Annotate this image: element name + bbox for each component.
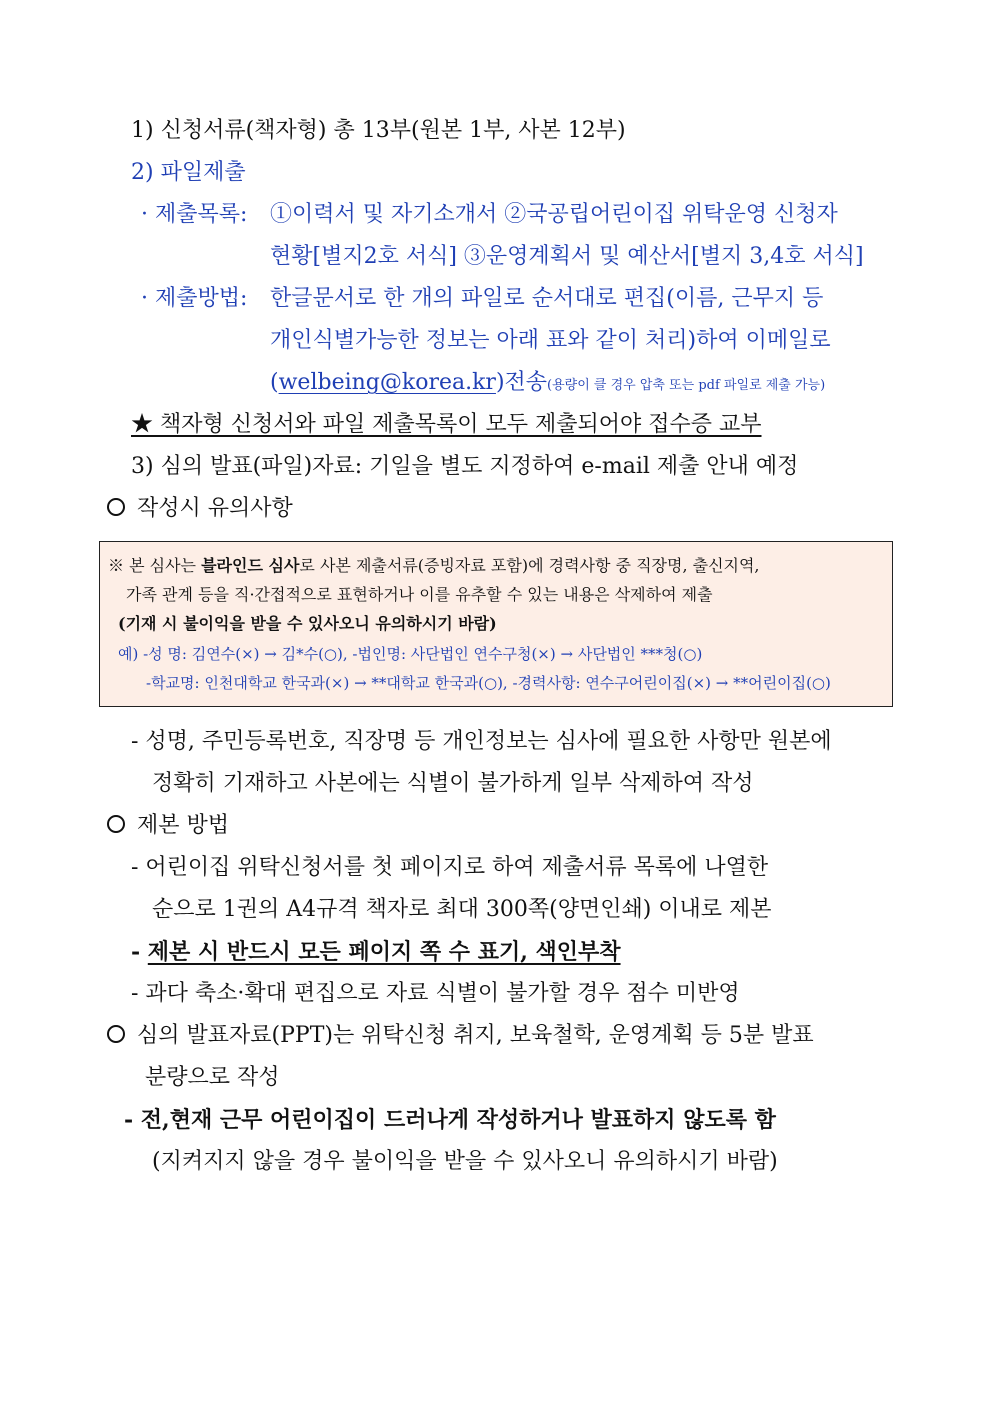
notice-line-1-post: 로 사본 제출서류(증빙자료 포함)에 경력사항 중 직장명, 출신지역,	[299, 556, 760, 575]
email-open-paren: (	[270, 370, 279, 395]
submission-method-text-1: 한글문서로 한 개의 파일로 순서대로 편집(이름, 근무지 등	[270, 286, 824, 311]
binding-item-2-dash: -	[131, 939, 148, 965]
item-1-application-docs: 1) 신청서류(책자형) 총 13부(원본 1부, 사본 12부)	[131, 118, 626, 143]
email-close-send: )전송	[495, 370, 548, 395]
circle-bullet-icon	[107, 498, 125, 516]
section-writing-notes	[107, 494, 293, 524]
circle-bullet-icon	[107, 1025, 125, 1043]
section-writing-notes-title: 작성시 유의사항	[137, 496, 293, 521]
binding-item-2	[131, 937, 621, 967]
binding-item-1b: 순으로 1권의 A4규격 책자로 최대 300쪽(양면인쇄) 이내로 제본	[152, 897, 772, 922]
section-presentation	[107, 1021, 814, 1051]
presentation-item-2: (지켜지지 않을 경우 불이익을 받을 수 있사오니 유의하시기 바람)	[152, 1149, 778, 1174]
personal-info-note-2: 정확히 기재하고 사본에는 식별이 불가하게 일부 삭제하여 작성	[152, 771, 754, 796]
section-presentation-cont: 분량으로 작성	[145, 1065, 280, 1090]
submission-list-text-2: 현황[별지2호 서식] ③운영계획서 및 예산서[별지 3,4호 서식]	[270, 244, 864, 269]
notice-example-1: 예) -성 명: 김연수(×) → 김*수(○), -법인명: 사단법인 연수구청(×) → 사단법인 ***청(○)	[118, 645, 703, 663]
personal-info-note-1: - 성명, 주민등록번호, 직장명 등 개인정보는 심사에 필요한 사항만 원본에	[131, 729, 832, 754]
size-note: (용량이 클 경우 압축 또는 pdf 파일로 제출 가능)	[547, 378, 826, 393]
binding-item-1a: - 어린이집 위탁신청서를 첫 페이지로 하여 제출서류 목록에 나열한	[131, 855, 769, 880]
circle-bullet-icon	[107, 815, 125, 833]
item-2-file-submission: 2) 파일제출	[131, 160, 246, 185]
section-presentation-title: 심의 발표자료(PPT)는 위탁신청 취지, 보육철학, 운영계획 등 5분 발표	[137, 1023, 814, 1048]
submission-method-text-2: 개인식별가능한 정보는 아래 표와 같이 처리)하여 이메일로	[270, 328, 831, 353]
binding-item-2-text: 제본 시 반드시 모든 페이지 쪽 수 표기, 색인부착	[147, 939, 621, 965]
submission-method-label: · 제출방법:	[141, 286, 248, 311]
item-3-presentation: 3) 심의 발표(파일)자료: 기일을 별도 지정하여 e-mail 제출 안내 예정	[131, 454, 799, 479]
notice-line-1	[108, 554, 760, 578]
notice-line-1-pre: ※ 본 심사는	[108, 556, 202, 575]
notice-line-3: (기재 시 불이익을 받을 수 있사오니 유의하시기 바람)	[118, 614, 497, 633]
star-notice: ★ 책자형 신청서와 파일 제출목록이 모두 제출되어야 접수증 교부	[131, 412, 762, 437]
email-link[interactable]: welbeing@korea.kr	[278, 370, 496, 395]
binding-item-3: - 과다 축소·확대 편집으로 자료 식별이 불가할 경우 점수 미반영	[131, 981, 740, 1006]
section-binding	[107, 811, 229, 841]
presentation-item-1: - 전,현재 근무 어린이집이 드러나게 작성하거나 발표하지 않도록 함	[124, 1107, 776, 1133]
submission-list-label: · 제출목록:	[141, 202, 248, 227]
submission-list-text-1: ①이력서 및 자기소개서 ②국공립어린이집 위탁운영 신청자	[270, 202, 838, 227]
section-binding-title: 제본 방법	[137, 813, 230, 838]
submission-method-text-3	[270, 368, 825, 401]
notice-blind-review: 블라인드 심사	[201, 556, 300, 575]
notice-example-2: -학교명: 인천대학교 한국과(×) → **대학교 한국과(○), -경력사항: 연수구어린이집(×) → **어린이집(○)	[146, 674, 831, 692]
blind-review-notice-box	[99, 541, 893, 707]
notice-line-2: 가족 관계 등을 직·간접적으로 표현하거나 이를 유추할 수 있는 내용은 삭제하여 제출	[126, 585, 713, 604]
